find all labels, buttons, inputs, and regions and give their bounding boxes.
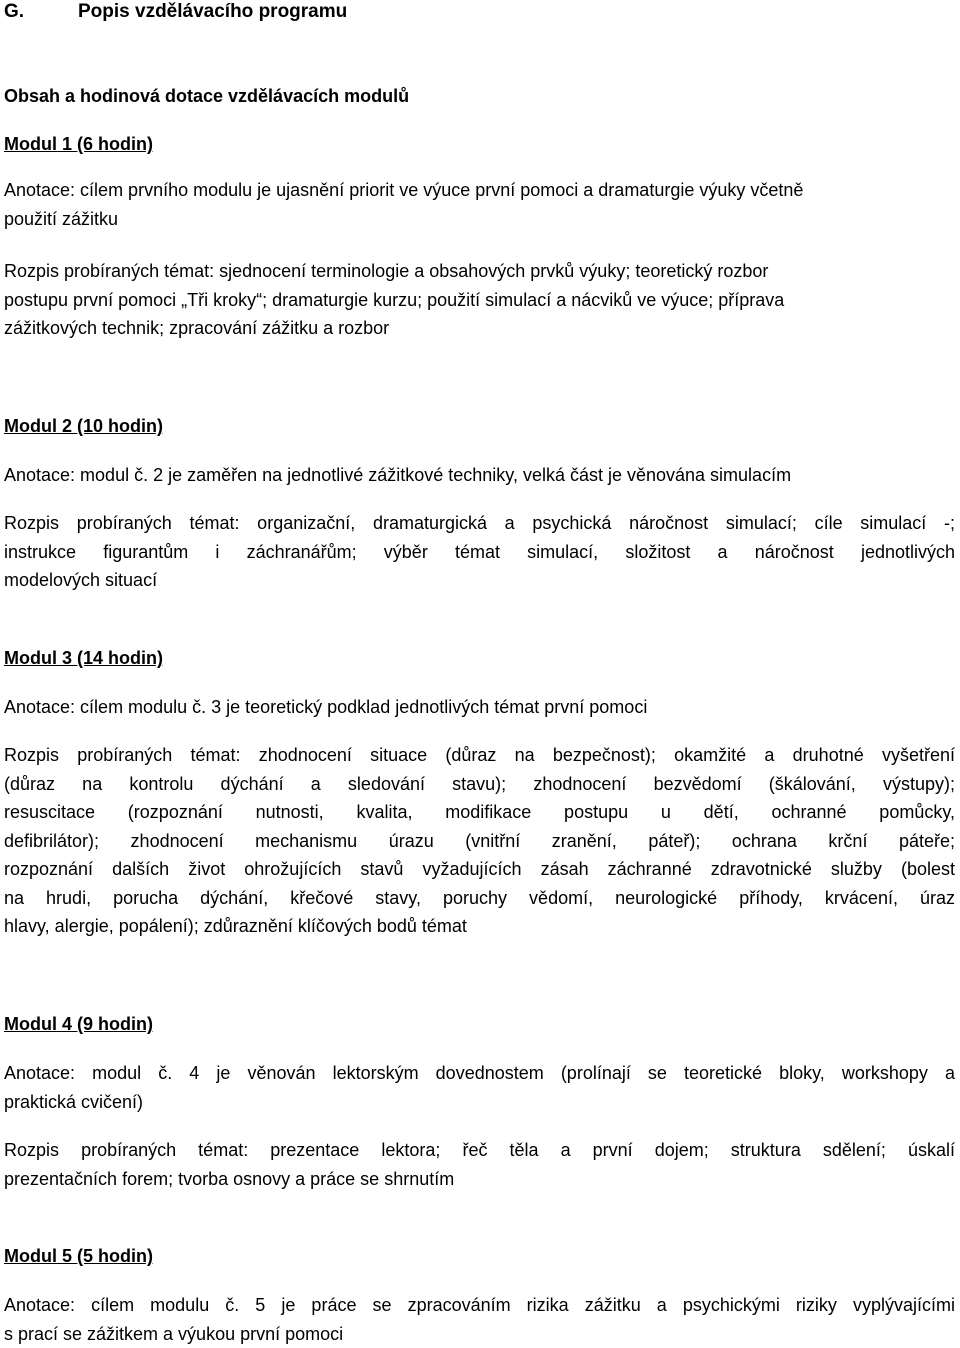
module-3-heading: Modul 3 (14 hodin) xyxy=(4,646,163,670)
topics-line: zážitkových technik; zpracování zážitku a rozbor xyxy=(4,314,784,343)
module-3-annotation xyxy=(4,693,647,722)
topics-line: Rozpis probíraných témat: sjednocení terminologie a obsahových prvků výuky; teoretický rozbor xyxy=(4,257,784,286)
topics-line: Rozpis probíraných témat: zhodnocení situace (důraz na bezpečnost); okamžité a druhotné vyšetření xyxy=(4,741,955,770)
annotation-line: Anotace: cílem modulu č. 5 je práce se zpracováním rizika zážitku a psychickými riziky vyplývajícími xyxy=(4,1291,955,1320)
module-4-topics xyxy=(4,1136,955,1193)
annotation-line: použití zážitku xyxy=(4,205,803,234)
module-1-annotation xyxy=(4,176,803,233)
section-title: Popis vzdělávacího programu xyxy=(78,1,347,22)
topics-line: defibrilátor); zhodnocení mechanismu úrazu (vnitřní zranění, páteř); ochrana krční páteře; xyxy=(4,827,955,856)
annotation-line: Anotace: modul č. 2 je zaměřen na jednotlivé zážitkové techniky, velká část je věnována simulacím xyxy=(4,461,791,490)
topics-line: na hrudi, porucha dýchání, křečové stavy, poruchy vědomí, neurologické příhody, krvácení, úraz xyxy=(4,884,955,913)
module-4-annotation xyxy=(4,1059,955,1116)
module-5-annotation xyxy=(4,1291,955,1348)
module-4-heading: Modul 4 (9 hodin) xyxy=(4,1012,153,1036)
annotation-line: praktická cvičení) xyxy=(4,1088,955,1117)
topics-line: Rozpis probíraných témat: prezentace lektora; řeč těla a první dojem; struktura sdělení; úskalí xyxy=(4,1136,955,1165)
topics-line: hlavy, alergie, popálení); zdůraznění klíčových bodů témat xyxy=(4,912,955,941)
topics-line: Rozpis probíraných témat: organizační, dramaturgická a psychická náročnost simulací; cíle simulací -; xyxy=(4,509,955,538)
sub-heading: Obsah a hodinová dotace vzdělávacích modulů xyxy=(4,84,409,108)
module-3-topics xyxy=(4,741,955,941)
topics-line: modelových situací xyxy=(4,566,955,595)
topics-line: postupu první pomoci „Tři kroky“; dramaturgie kurzu; použití simulací a nácviků ve výuce; příprava xyxy=(4,286,784,315)
topics-line: instrukce figurantům i záchranářům; výběr témat simulací, složitost a náročnost jednotlivých xyxy=(4,538,955,567)
module-2-topics xyxy=(4,509,955,595)
annotation-line: s prací se zážitkem a výukou první pomoci xyxy=(4,1320,955,1348)
annotation-line: Anotace: cílem modulu č. 3 je teoretický podklad jednotlivých témat první pomoci xyxy=(4,693,647,722)
topics-line: (důraz na kontrolu dýchání a sledování stavu); zhodnocení bezvědomí (škálování, výstupy); xyxy=(4,770,955,799)
annotation-line: Anotace: cílem prvního modulu je ujasnění priorit ve výuce první pomoci a dramaturgie výuky včetně xyxy=(4,176,803,205)
module-2-heading: Modul 2 (10 hodin) xyxy=(4,414,163,438)
section-letter: G. xyxy=(4,0,78,24)
topics-line: resuscitace (rozpoznání nutnosti, kvalita, modifikace postupu u dětí, ochranné pomůcky, xyxy=(4,798,955,827)
module-2-annotation xyxy=(4,461,791,490)
section-heading xyxy=(4,0,347,24)
annotation-line: Anotace: modul č. 4 je věnován lektorským dovednostem (prolínají se teoretické bloky, workshopy a xyxy=(4,1059,955,1088)
module-1-heading: Modul 1 (6 hodin) xyxy=(4,132,153,156)
module-5-heading: Modul 5 (5 hodin) xyxy=(4,1244,153,1268)
topics-line: prezentačních forem; tvorba osnovy a práce se shrnutím xyxy=(4,1165,955,1194)
module-1-topics xyxy=(4,257,784,343)
topics-line: rozpoznání dalších život ohrožujících stavů vyžadujících zásah záchranné zdravotnické služby (bolest xyxy=(4,855,955,884)
